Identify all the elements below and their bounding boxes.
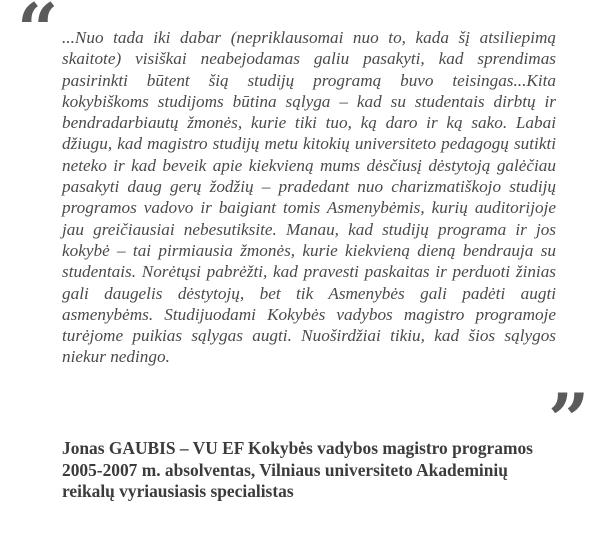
testimonial-author: Jonas GAUBIS – VU EF Kokybės vadybos magistro programos 2005-2007 m. absolventas, Vilniaus universiteto Akademinių reikalų vyriausiasis specialistas: [62, 438, 533, 501]
closing-quote-mark: ”: [548, 377, 584, 462]
opening-quote-mark: “: [17, 0, 53, 72]
testimonial-quote-text: ...Nuo tada iki dabar (nepriklausomai nuo to, kada šį atsiliepimą skaitote) visiškai neabejodamas galiu pasakyti, kad sprendimas pasirinkti būtent šią studijų programą buvo teisingas...Kita kokybiškoms studijoms būtina sąlyga – kad su studentais dirbtų ir bendradarbiautų žmonės, kurie tiki tuo, ką daro ir ką sako. Labai džiugu, kad magistro studijų metu kitokių universiteto pedagogų sutikti neteko ir kad beveik apie kiekvieną mums dėsčiusį dėstytoją galėčiau pasakyti daug gerų žodžių – pradedant nuo charizmatiškojo studijų programos vadovo ir baigiant tomis Asmenybėmis, kurių auditorijoje jau greičiausiai nebesutiksite. Manau, kad studijų programa ir jos kokybė – tai pirmiausia žmonės, kurie kiekvieną dieną bendrauja su studentais. Norėtųsi pabrėžti, kad pravesti paskaitas ir perduoti žinias gali daugelis dėstytojų, bet tik Asmenybės gali padėti augti asmenybėms. Studijuodami Kokybės vadybos magistro programoje turėjome puikias sąlygas augti. Nuoširdžiai tikiu, kad šios sąlygos niekur nedingo.: [62, 28, 556, 367]
